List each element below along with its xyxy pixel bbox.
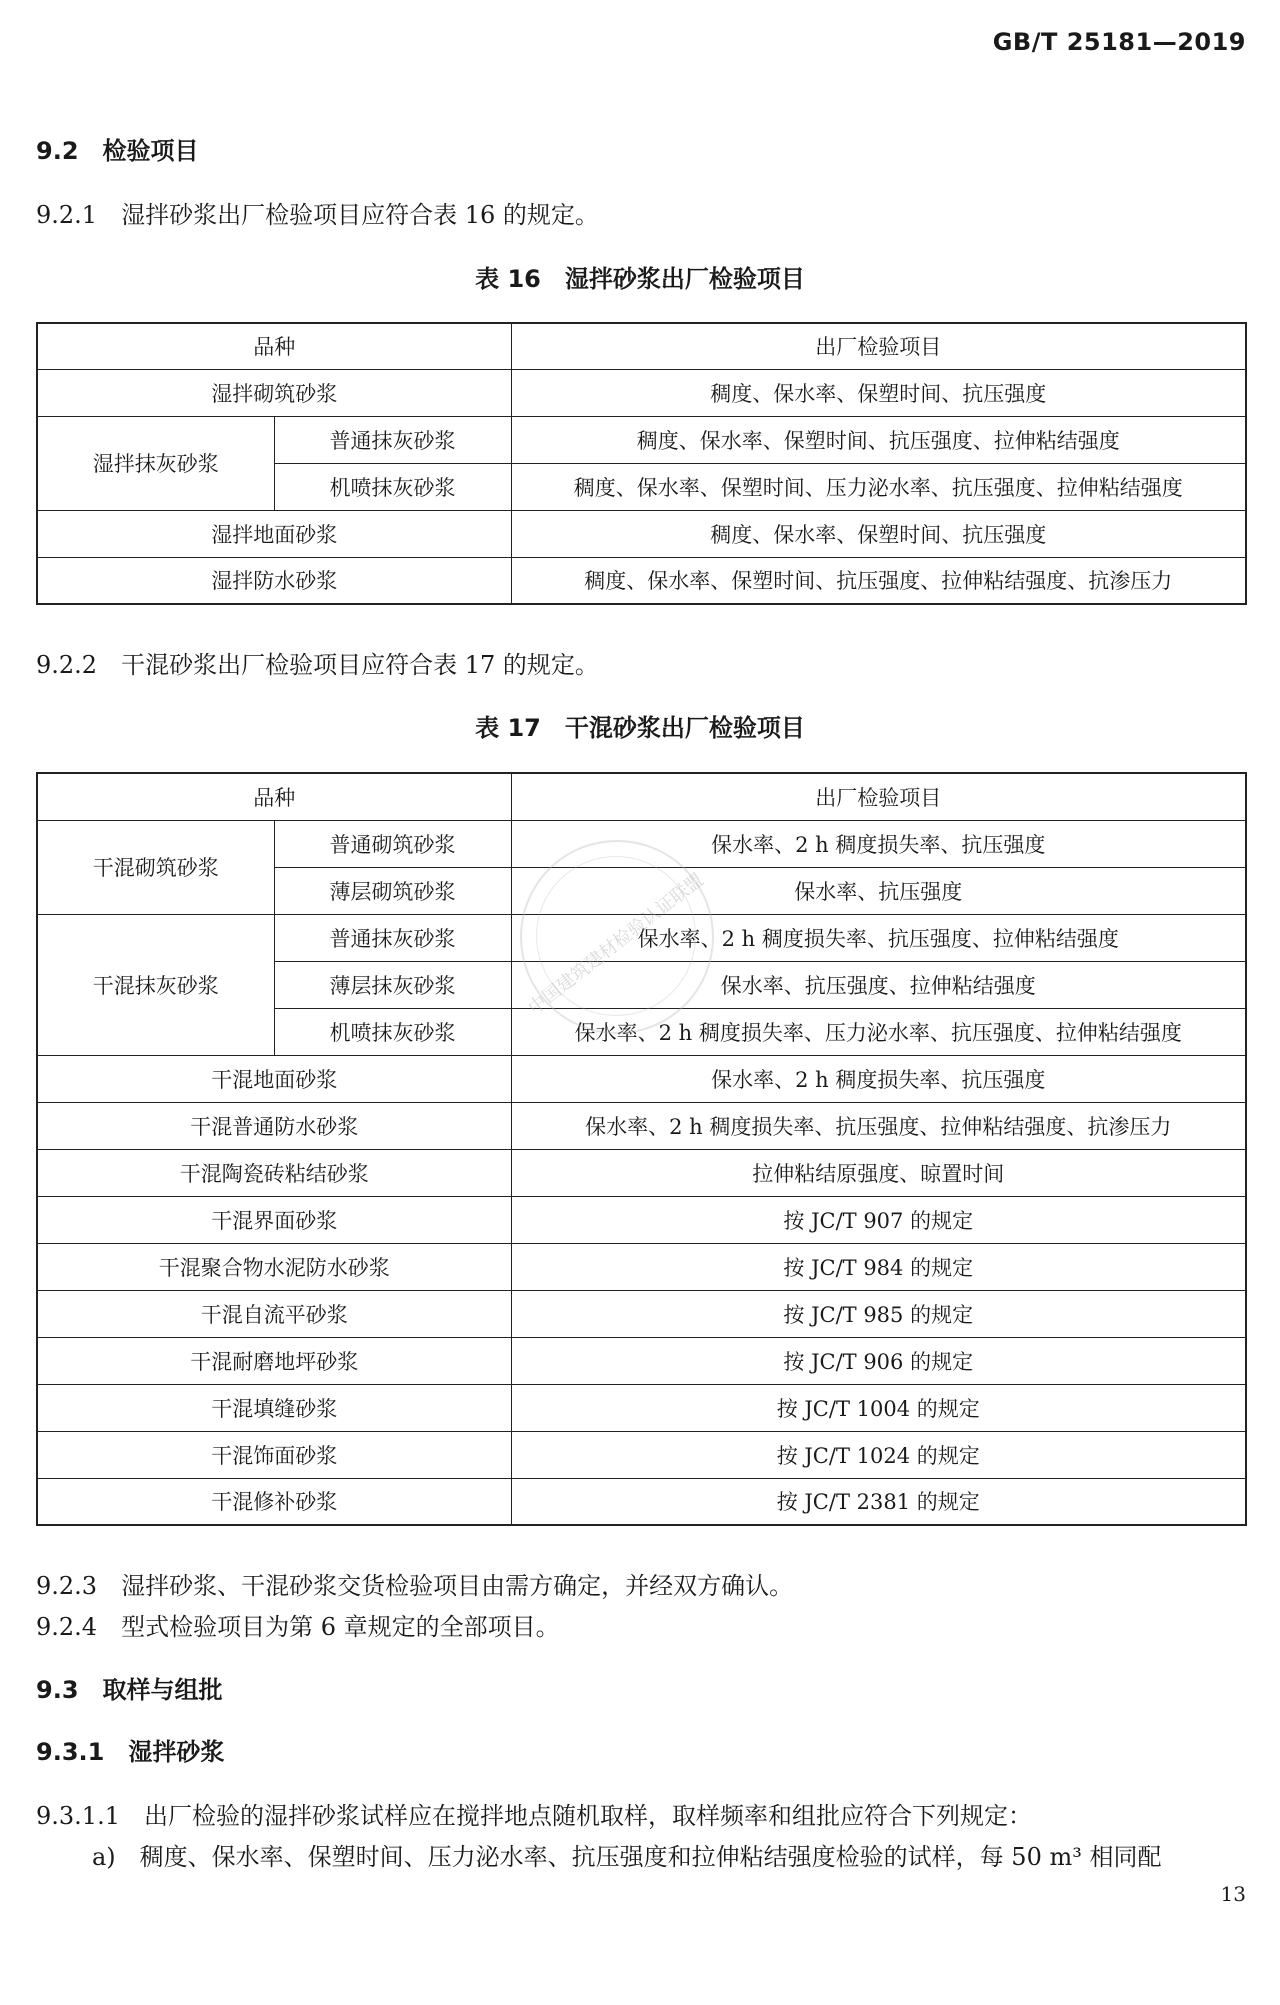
header-items: 出厂检验项目 (511, 323, 1246, 369)
table-row (37, 1431, 1246, 1478)
section-title: 湿拌砂浆 (128, 1738, 225, 1766)
table-row (37, 1102, 1246, 1149)
items-cell: 按 JC/T 984 的规定 (511, 1243, 1246, 1290)
list-text: 稠度、保水率、保塑时间、压力泌水率、抗压强度和拉伸粘结强度检验的试样，每 50 m³ 相同配 (139, 1843, 1162, 1871)
subvariety-cell: 普通抹灰砂浆 (274, 914, 511, 961)
clause-number: 9.2.1 (36, 201, 98, 229)
items-cell: 稠度、保水率、保塑时间、抗压强度、拉伸粘结强度、抗渗压力 (511, 557, 1246, 604)
table-row (37, 1384, 1246, 1431)
section-number: 9.3 (36, 1676, 79, 1704)
variety-cell: 干混修补砂浆 (37, 1478, 511, 1525)
table-row (37, 1243, 1246, 1290)
certification-watermark (520, 840, 714, 1034)
section-title: 取样与组批 (102, 1676, 223, 1704)
items-cell: 保水率、2 h 稠度损失率、抗压强度 (511, 820, 1246, 867)
items-cell: 保水率、2 h 稠度损失率、抗压强度 (511, 1055, 1246, 1102)
table-16-caption: 表 16 湿拌砂浆出厂检验项目 (475, 265, 805, 293)
clause-number: 9.2.4 (36, 1613, 98, 1641)
table-17-caption: 表 17 干混砂浆出厂检验项目 (475, 714, 805, 742)
items-cell: 拉伸粘结原强度、晾置时间 (511, 1149, 1246, 1196)
table-row (37, 1149, 1246, 1196)
variety-cell: 湿拌地面砂浆 (37, 510, 511, 557)
items-cell: 稠度、保水率、保塑时间、抗压强度 (511, 510, 1246, 557)
items-cell: 稠度、保水率、保塑时间、抗压强度、拉伸粘结强度 (511, 416, 1246, 463)
table-16 (36, 322, 1247, 605)
items-cell: 按 JC/T 985 的规定 (511, 1290, 1246, 1337)
items-cell: 按 JC/T 1024 的规定 (511, 1431, 1246, 1478)
list-item-a (92, 1837, 1161, 1872)
items-cell: 按 JC/T 2381 的规定 (511, 1478, 1246, 1525)
standard-number: GB/T 25181—2019 (992, 28, 1246, 56)
clause-text: 干混砂浆出厂检验项目应符合表 17 的规定。 (121, 651, 599, 679)
clause-number: 9.2.2 (36, 651, 98, 679)
clause-text: 湿拌砂浆出厂检验项目应符合表 16 的规定。 (121, 201, 599, 229)
section-9-3-1-heading (36, 1732, 224, 1767)
table-row (37, 369, 1246, 416)
clause-9-2-1 (36, 195, 599, 230)
items-cell: 保水率、抗压强度、拉伸粘结强度 (511, 961, 1246, 1008)
variety-cell: 湿拌砌筑砂浆 (37, 369, 511, 416)
page-number: 13 (1220, 1882, 1246, 1906)
subvariety-cell: 薄层抹灰砂浆 (274, 961, 511, 1008)
subvariety-cell: 普通砌筑砂浆 (274, 820, 511, 867)
variety-cell: 干混界面砂浆 (37, 1196, 511, 1243)
clause-9-2-4 (36, 1607, 560, 1642)
header-variety: 品种 (37, 323, 511, 369)
items-cell: 保水率、2 h 稠度损失率、抗压强度、拉伸粘结强度、抗渗压力 (511, 1102, 1246, 1149)
variety-cell: 干混耐磨地坪砂浆 (37, 1337, 511, 1384)
clause-9-2-3 (36, 1566, 793, 1601)
variety-cell: 干混自流平砂浆 (37, 1290, 511, 1337)
table-row (37, 1055, 1246, 1102)
section-number: 9.2 (36, 137, 79, 165)
clause-text: 型式检验项目为第 6 章规定的全部项目。 (121, 1613, 560, 1641)
variety-cell: 湿拌防水砂浆 (37, 557, 511, 604)
clause-text: 出厂检验的湿拌砂浆试样应在搅拌地点随机取样，取样频率和组批应符合下列规定： (143, 1802, 1032, 1830)
subvariety-cell: 机喷抹灰砂浆 (274, 463, 511, 510)
subvariety-cell: 普通抹灰砂浆 (274, 416, 511, 463)
table-row (37, 1478, 1246, 1525)
table-row (37, 416, 1246, 463)
variety-cell: 干混填缝砂浆 (37, 1384, 511, 1431)
items-cell: 保水率、2 h 稠度损失率、抗压强度、拉伸粘结强度 (511, 914, 1246, 961)
variety-cell: 干混饰面砂浆 (37, 1431, 511, 1478)
variety-cell: 干混聚合物水泥防水砂浆 (37, 1243, 511, 1290)
items-cell: 稠度、保水率、保塑时间、压力泌水率、抗压强度、拉伸粘结强度 (511, 463, 1246, 510)
variety-cell: 干混陶瓷砖粘结砂浆 (37, 1149, 511, 1196)
table-row (37, 1337, 1246, 1384)
items-cell: 按 JC/T 906 的规定 (511, 1337, 1246, 1384)
group-cell: 干混抹灰砂浆 (37, 914, 274, 1055)
table-row (37, 557, 1246, 604)
group-cell: 湿拌抹灰砂浆 (37, 416, 274, 510)
variety-cell: 干混普通防水砂浆 (37, 1102, 511, 1149)
clause-number: 9.3.1.1 (36, 1802, 120, 1830)
group-cell: 干混砌筑砂浆 (37, 820, 274, 914)
subvariety-cell: 机喷抹灰砂浆 (274, 1008, 511, 1055)
table-row (37, 1196, 1246, 1243)
section-number: 9.3.1 (36, 1738, 105, 1766)
header-variety: 品种 (37, 773, 511, 820)
table-row (37, 1290, 1246, 1337)
items-cell: 按 JC/T 907 的规定 (511, 1196, 1246, 1243)
subvariety-cell: 薄层砌筑砂浆 (274, 867, 511, 914)
items-cell: 按 JC/T 1004 的规定 (511, 1384, 1246, 1431)
clause-9-3-1-1 (36, 1796, 1032, 1831)
list-label: a) (92, 1843, 116, 1871)
clause-9-2-2 (36, 645, 599, 680)
items-cell: 稠度、保水率、保塑时间、抗压强度 (511, 369, 1246, 416)
section-9-3-heading (36, 1670, 223, 1705)
clause-number: 9.2.3 (36, 1572, 98, 1600)
items-cell: 保水率、抗压强度 (511, 867, 1246, 914)
variety-cell: 干混地面砂浆 (37, 1055, 511, 1102)
header-items: 出厂检验项目 (511, 773, 1246, 820)
table-row (37, 510, 1246, 557)
clause-text: 湿拌砂浆、干混砂浆交货检验项目由需方确定，并经双方确认。 (121, 1572, 794, 1600)
section-9-2-heading (36, 131, 199, 166)
table-header-row (37, 773, 1246, 820)
items-cell: 保水率、2 h 稠度损失率、压力泌水率、抗压强度、拉伸粘结强度 (511, 1008, 1246, 1055)
watermark-text: 中国建筑建材检验认证联盟 (524, 869, 708, 1019)
section-title: 检验项目 (102, 137, 199, 165)
table-header-row (37, 323, 1246, 369)
